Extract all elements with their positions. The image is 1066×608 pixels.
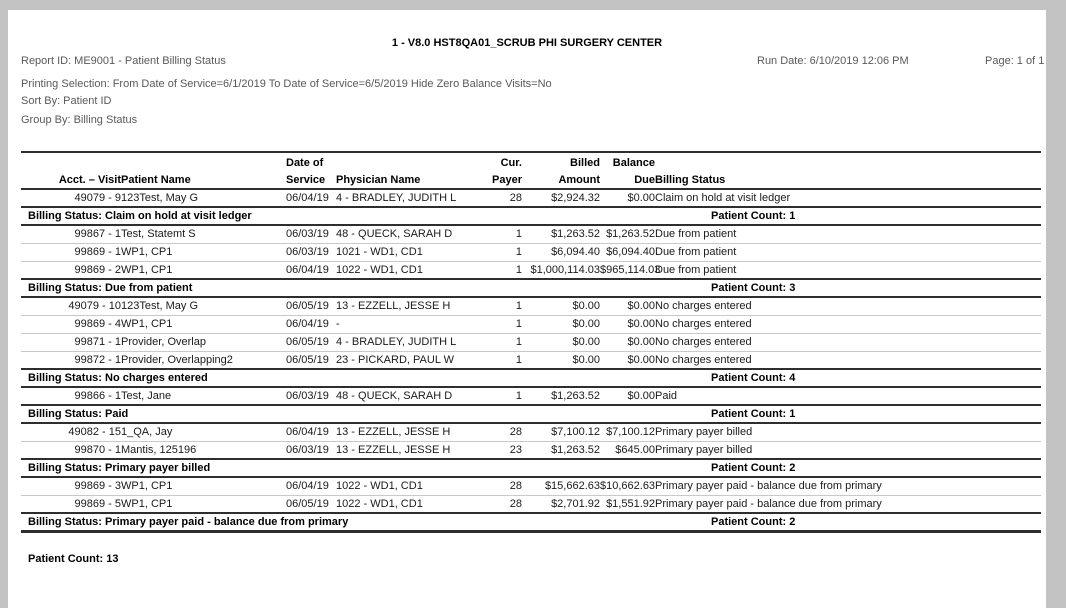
billed-amount-cell: $6,094.40 bbox=[522, 243, 600, 261]
balance-due-cell: $0.00 bbox=[600, 333, 655, 351]
col-header-blank bbox=[121, 152, 286, 171]
balance-due-cell: $6,094.40 bbox=[600, 243, 655, 261]
group-billing-status-label: Billing Status: No charges entered bbox=[28, 372, 208, 384]
physician-name-cell: 1022 - WD1, CD1 bbox=[336, 477, 484, 495]
date-of-service-cell: 06/04/19 bbox=[286, 261, 336, 279]
col-header-physician-name: Physician Name bbox=[336, 171, 484, 189]
group-patient-count-label: Patient Count: 1 bbox=[711, 408, 796, 420]
balance-due-cell: $0.00 bbox=[600, 387, 655, 405]
billing-status-cell: Due from patient bbox=[655, 225, 1041, 243]
acct-visit-cell: 99870 - 1 bbox=[21, 441, 121, 459]
billed-amount-cell: $0.00 bbox=[522, 351, 600, 369]
date-of-service-cell: 06/03/19 bbox=[286, 441, 336, 459]
col-header-acct-visit: Acct. – Visit bbox=[21, 171, 121, 189]
table-row bbox=[21, 423, 1041, 441]
table-header bbox=[21, 152, 1041, 189]
date-of-service-cell: 06/04/19 bbox=[286, 315, 336, 333]
cur-payer-cell: 1 bbox=[484, 351, 522, 369]
col-header-billed: Billed bbox=[522, 152, 600, 171]
patient-name-cell: WP1, CP1 bbox=[121, 477, 286, 495]
group-footer-row bbox=[21, 513, 1041, 531]
date-of-service-cell: 06/05/19 bbox=[286, 495, 336, 513]
header-row-1 bbox=[21, 152, 1041, 171]
physician-name-cell: 48 - QUECK, SARAH D bbox=[336, 387, 484, 405]
physician-name-cell: 4 - BRADLEY, JUDITH L bbox=[336, 189, 484, 207]
billing-status-cell: Due from patient bbox=[655, 261, 1041, 279]
cur-payer-cell: 23 bbox=[484, 441, 522, 459]
acct-visit-cell: 99869 - 1 bbox=[21, 243, 121, 261]
printing-selection-label: Printing Selection: From Date of Service=6/1/2019 To Date of Service=6/5/2019 Hide Zero Balance Visits=No bbox=[21, 78, 552, 90]
patient-name-cell: 123Test, May G bbox=[121, 297, 286, 315]
group-footer-row bbox=[21, 369, 1041, 387]
billing-status-cell: Primary payer billed bbox=[655, 423, 1041, 441]
cur-payer-cell: 28 bbox=[484, 189, 522, 207]
date-of-service-cell: 06/03/19 bbox=[286, 243, 336, 261]
table-row bbox=[21, 189, 1041, 207]
billed-amount-cell: $1,263.52 bbox=[522, 225, 600, 243]
acct-visit-cell: 99869 - 4 bbox=[21, 315, 121, 333]
billing-status-cell: Due from patient bbox=[655, 243, 1041, 261]
patient-name-cell: 123Test, May G bbox=[121, 189, 286, 207]
billing-status-cell: No charges entered bbox=[655, 297, 1041, 315]
billed-amount-cell: $1,000,114.03 bbox=[522, 261, 600, 279]
balance-due-cell: $1,551.92 bbox=[600, 495, 655, 513]
physician-name-cell: 1021 - WD1, CD1 bbox=[336, 243, 484, 261]
patient-name-cell: Provider, Overlapping2 bbox=[121, 351, 286, 369]
table-row bbox=[21, 351, 1041, 369]
table-row bbox=[21, 495, 1041, 513]
acct-visit-cell: 99872 - 1 bbox=[21, 351, 121, 369]
date-of-service-cell: 06/04/19 bbox=[286, 423, 336, 441]
date-of-service-cell: 06/05/19 bbox=[286, 333, 336, 351]
billed-amount-cell: $0.00 bbox=[522, 297, 600, 315]
date-of-service-cell: 06/04/19 bbox=[286, 477, 336, 495]
date-of-service-cell: 06/05/19 bbox=[286, 297, 336, 315]
physician-name-cell: 13 - EZZELL, JESSE H bbox=[336, 297, 484, 315]
acct-visit-cell: 99866 - 1 bbox=[21, 387, 121, 405]
table-row bbox=[21, 441, 1041, 459]
col-header-blank bbox=[336, 152, 484, 171]
patient-name-cell: Test, Statemt S bbox=[121, 225, 286, 243]
acct-visit-cell: 49079 - 10 bbox=[21, 297, 121, 315]
patient-name-cell: Mantis, 125196 bbox=[121, 441, 286, 459]
acct-visit-cell: 99867 - 1 bbox=[21, 225, 121, 243]
cur-payer-cell: 1 bbox=[484, 243, 522, 261]
balance-due-cell: $0.00 bbox=[600, 297, 655, 315]
billing-status-cell: No charges entered bbox=[655, 351, 1041, 369]
table-row bbox=[21, 261, 1041, 279]
total-patient-count: Patient Count: 13 bbox=[28, 553, 119, 565]
physician-name-cell: 48 - QUECK, SARAH D bbox=[336, 225, 484, 243]
acct-visit-cell: 99871 - 1 bbox=[21, 333, 121, 351]
physician-name-cell: 1022 - WD1, CD1 bbox=[336, 261, 484, 279]
cur-payer-cell: 1 bbox=[484, 333, 522, 351]
group-footer-row bbox=[21, 279, 1041, 297]
run-date-label: Run Date: 6/10/2019 12:06 PM bbox=[757, 55, 909, 67]
page-number-label: Page: 1 of 1 bbox=[985, 55, 1045, 67]
col-header-cur: Cur. bbox=[484, 152, 522, 171]
billing-status-cell: Primary payer billed bbox=[655, 441, 1041, 459]
physician-name-cell: 23 - PICKARD, PAUL W bbox=[336, 351, 484, 369]
billing-status-cell: No charges entered bbox=[655, 315, 1041, 333]
cur-payer-cell: 1 bbox=[484, 297, 522, 315]
group-billing-status-label: Billing Status: Due from patient bbox=[28, 282, 193, 294]
billing-status-cell: Primary payer paid - balance due from primary bbox=[655, 495, 1041, 513]
physician-name-cell: 13 - EZZELL, JESSE H bbox=[336, 441, 484, 459]
group-billing-status-label: Billing Status: Paid bbox=[28, 408, 129, 420]
billing-status-cell: Claim on hold at visit ledger bbox=[655, 189, 1041, 207]
cur-payer-cell: 1 bbox=[484, 261, 522, 279]
billing-status-cell: Primary payer paid - balance due from primary bbox=[655, 477, 1041, 495]
report-title: 1 - V8.0 HST8QA01_SCRUB PHI SURGERY CENTER bbox=[391, 37, 663, 49]
col-header-billing-status: Billing Status bbox=[655, 171, 1041, 189]
patient-name-cell: WP1, CP1 bbox=[121, 243, 286, 261]
report-page bbox=[8, 10, 1046, 608]
balance-due-cell: $0.00 bbox=[600, 189, 655, 207]
acct-visit-cell: 49082 - 15 bbox=[21, 423, 121, 441]
billed-amount-cell: $15,662.63 bbox=[522, 477, 600, 495]
patient-name-cell: WP1, CP1 bbox=[121, 261, 286, 279]
balance-due-cell: $0.00 bbox=[600, 351, 655, 369]
patient-name-cell: WP1, CP1 bbox=[121, 495, 286, 513]
patient-name-cell: WP1, CP1 bbox=[121, 315, 286, 333]
col-header-payer: Payer bbox=[484, 171, 522, 189]
col-header-due: Due bbox=[600, 171, 655, 189]
billed-amount-cell: $2,701.92 bbox=[522, 495, 600, 513]
table-row bbox=[21, 297, 1041, 315]
balance-due-cell: $0.00 bbox=[600, 315, 655, 333]
report-id-label: Report ID: ME9001 - Patient Billing Status bbox=[21, 55, 226, 67]
billed-amount-cell: $1,263.52 bbox=[522, 441, 600, 459]
table-row bbox=[21, 315, 1041, 333]
physician-name-cell: 1022 - WD1, CD1 bbox=[336, 495, 484, 513]
billed-amount-cell: $2,924.32 bbox=[522, 189, 600, 207]
sort-by-label: Sort By: Patient ID bbox=[21, 95, 112, 107]
billed-amount-cell: $7,100.12 bbox=[522, 423, 600, 441]
cur-payer-cell: 28 bbox=[484, 495, 522, 513]
balance-due-cell: $10,662.63 bbox=[600, 477, 655, 495]
group-billing-status-label: Billing Status: Claim on hold at visit ledger bbox=[28, 210, 252, 222]
physician-name-cell: - bbox=[336, 315, 484, 333]
billed-amount-cell: $1,263.52 bbox=[522, 387, 600, 405]
patient-name-cell: Test, Jane bbox=[121, 387, 286, 405]
cur-payer-cell: 1 bbox=[484, 315, 522, 333]
balance-due-cell: $1,263.52 bbox=[600, 225, 655, 243]
date-of-service-cell: 06/04/19 bbox=[286, 189, 336, 207]
col-header-balance: Balance bbox=[600, 152, 655, 171]
group-footer-row bbox=[21, 459, 1041, 477]
col-header-amount: Amount bbox=[522, 171, 600, 189]
col-header-service: Service bbox=[286, 171, 336, 189]
balance-due-cell: $7,100.12 bbox=[600, 423, 655, 441]
group-billing-status-label: Billing Status: Primary payer paid - balance due from primary bbox=[28, 515, 349, 528]
date-of-service-cell: 06/03/19 bbox=[286, 387, 336, 405]
acct-visit-cell: 99869 - 3 bbox=[21, 477, 121, 495]
cur-payer-cell: 28 bbox=[484, 423, 522, 441]
physician-name-cell: 13 - EZZELL, JESSE H bbox=[336, 423, 484, 441]
date-of-service-cell: 06/05/19 bbox=[286, 351, 336, 369]
acct-visit-cell: 99869 - 5 bbox=[21, 495, 121, 513]
cur-payer-cell: 1 bbox=[484, 225, 522, 243]
table-row bbox=[21, 333, 1041, 351]
group-patient-count-label: Patient Count: 1 bbox=[711, 210, 796, 222]
physician-name-cell: 4 - BRADLEY, JUDITH L bbox=[336, 333, 484, 351]
billed-amount-cell: $0.00 bbox=[522, 315, 600, 333]
cur-payer-cell: 1 bbox=[484, 387, 522, 405]
billed-amount-cell: $0.00 bbox=[522, 333, 600, 351]
table-row bbox=[21, 243, 1041, 261]
col-header-blank bbox=[655, 152, 1041, 171]
balance-due-cell: $645.00 bbox=[600, 441, 655, 459]
group-footer-row bbox=[21, 207, 1041, 225]
group-patient-count-label: Patient Count: 3 bbox=[711, 282, 796, 294]
group-patient-count-label: Patient Count: 2 bbox=[711, 462, 796, 474]
table-body bbox=[21, 189, 1041, 531]
table-row bbox=[21, 225, 1041, 243]
group-footer-row bbox=[21, 405, 1041, 423]
billing-status-cell: Paid bbox=[655, 387, 1041, 405]
balance-due-cell: $965,114.03 bbox=[600, 261, 655, 279]
group-patient-count-label: Patient Count: 4 bbox=[711, 372, 796, 384]
acct-visit-cell: 49079 - 9 bbox=[21, 189, 121, 207]
col-header-patient-name: Patient Name bbox=[121, 171, 286, 189]
acct-visit-cell: 99869 - 2 bbox=[21, 261, 121, 279]
table-row bbox=[21, 387, 1041, 405]
patient-name-cell: Provider, Overlap bbox=[121, 333, 286, 351]
cur-payer-cell: 28 bbox=[484, 477, 522, 495]
col-header-blank bbox=[21, 152, 121, 171]
group-by-label: Group By: Billing Status bbox=[21, 114, 138, 126]
header-row-2 bbox=[21, 171, 1041, 189]
billing-status-cell: No charges entered bbox=[655, 333, 1041, 351]
group-patient-count-label: Patient Count: 2 bbox=[711, 515, 796, 528]
date-of-service-cell: 06/03/19 bbox=[286, 225, 336, 243]
table-row bbox=[21, 477, 1041, 495]
billing-status-table bbox=[21, 151, 1041, 533]
col-header-date-of: Date of bbox=[286, 152, 336, 171]
group-billing-status-label: Billing Status: Primary payer billed bbox=[28, 462, 211, 474]
patient-name-cell: 1_QA, Jay bbox=[121, 423, 286, 441]
